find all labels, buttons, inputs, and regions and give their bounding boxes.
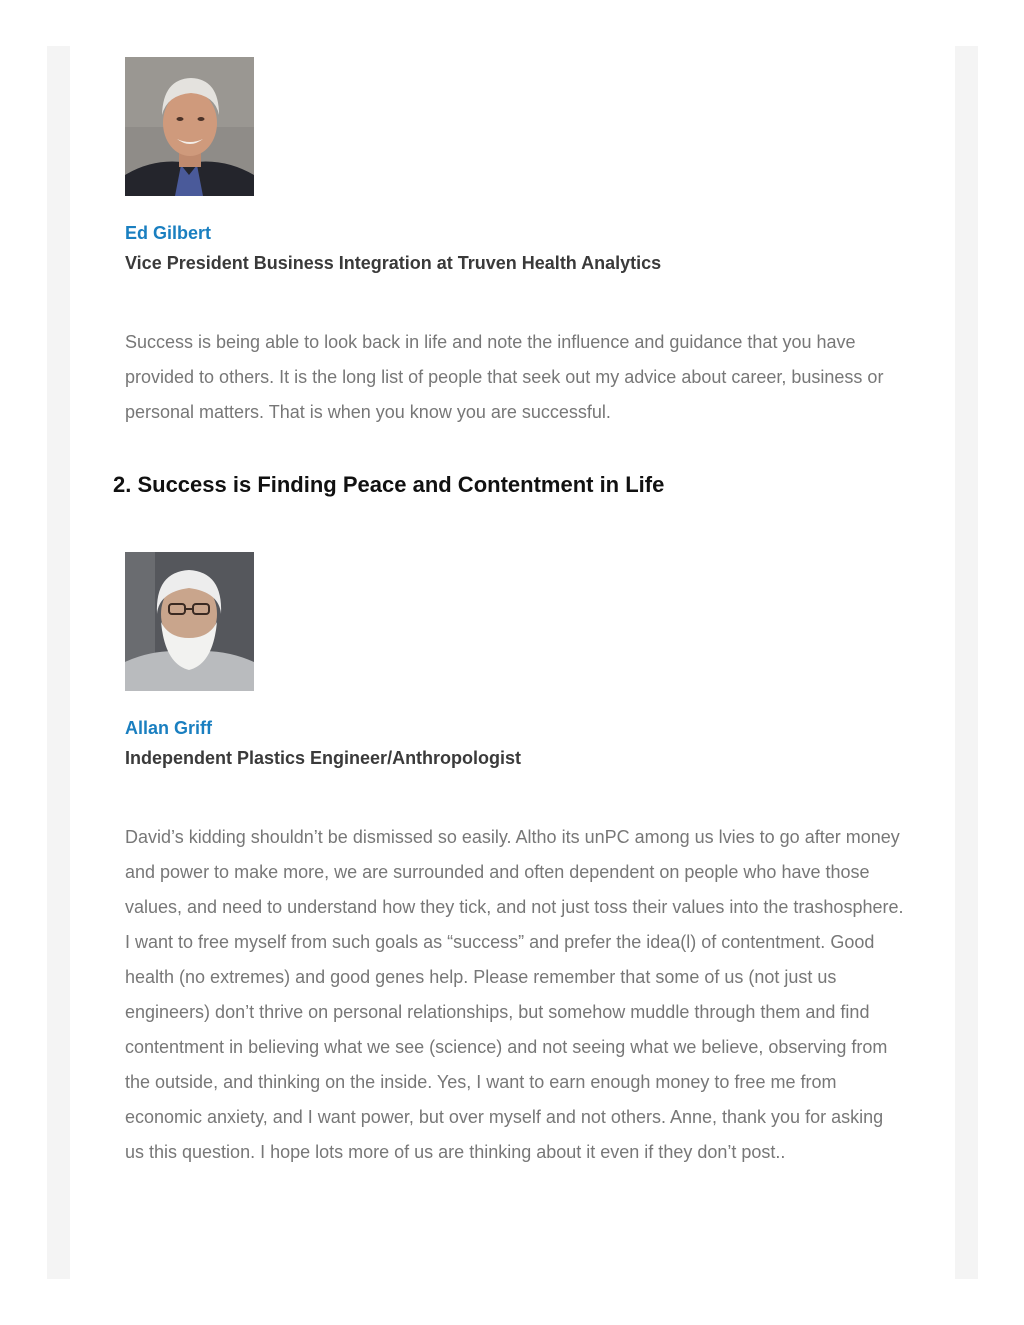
profile-role: Independent Plastics Engineer/Anthropologist — [125, 748, 522, 768]
section-heading: 2. Success is Finding Peace and Contentment in Life — [113, 472, 665, 497]
left-margin-bar — [47, 46, 70, 1279]
profile-photo-allan-griff — [125, 552, 254, 691]
profile-name-link[interactable]: Allan Griff — [125, 718, 213, 738]
right-margin-bar — [955, 46, 978, 1279]
profile-name-link[interactable]: Ed Gilbert — [125, 223, 212, 243]
profile-photo-ed-gilbert — [125, 57, 254, 196]
profile-quote: Success is being able to look back in life and note the influence and guidance that you have provided to others. It is the long list of people that seek out my advice about career, business or personal matters. That is when you know you are successful. — [125, 332, 884, 422]
profile-role: Vice President Business Integration at Truven Health Analytics — [125, 253, 662, 273]
profile-quote: David’s kidding shouldn’t be dismissed so easily. Altho its unPC among us lvies to go after money and power to make more, we are surrounded and often dependent on people who have those values, and need to understand how they tick, and not just toss their values into the trashosphere. I want to free myself from such goals as “success” and prefer the idea(l) of contentment. Good health (no extremes) and good genes help. Please remember that some of us (not just us engineers) don’t thrive on personal relationships, but somehow muddle through them and find contentment in believing what we see (science) and not seeing what we believe, observing from the outside, and thinking on the inside. Yes, I want to earn enough money to free me from economic anxiety, and I want power, but over myself and not others. Anne, thank you for asking us this question. I hope lots more of us are thinking about it even if they don’t post.. — [125, 827, 904, 1162]
